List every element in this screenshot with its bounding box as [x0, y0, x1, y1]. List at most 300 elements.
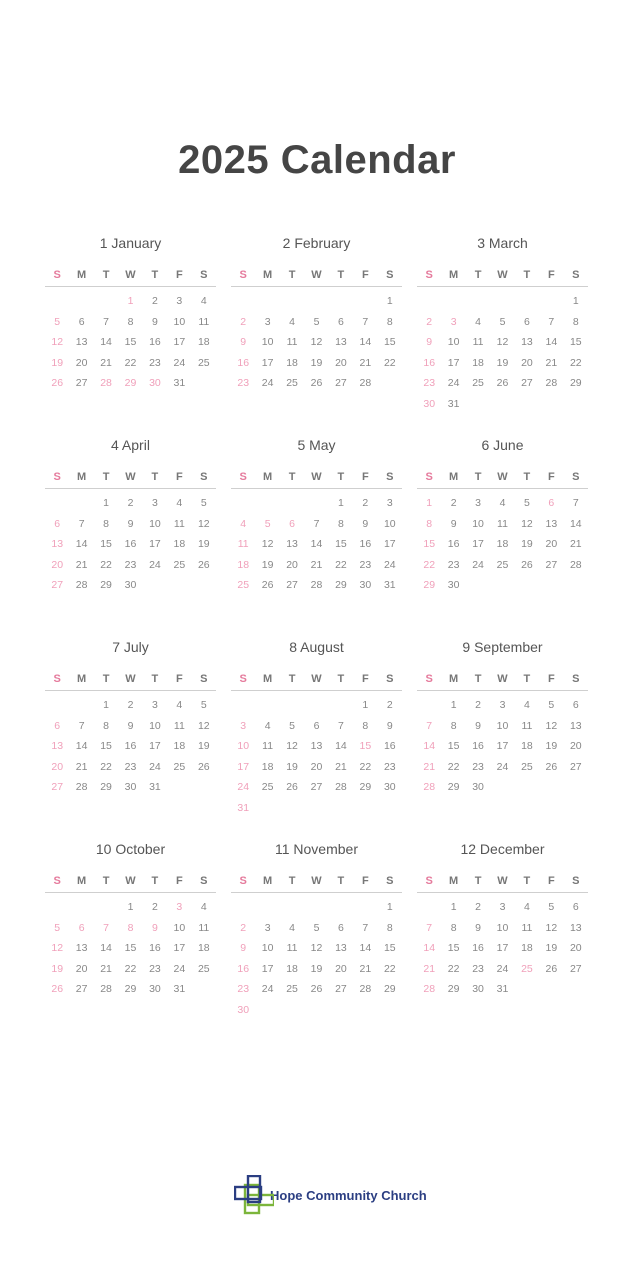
- weekday-label: W: [125, 269, 136, 281]
- day-cell: 15: [335, 538, 347, 550]
- day-cell: 31: [447, 397, 460, 410]
- weekday-label: T: [151, 471, 159, 483]
- day-cell: 23: [359, 558, 372, 571]
- weekday-label: T: [102, 269, 110, 281]
- day-cell: 5: [54, 921, 61, 934]
- page-title: 2025 Calendar: [178, 138, 456, 182]
- weekday-label: S: [53, 875, 61, 887]
- weekday-header: [45, 870, 216, 893]
- day-cell: 30: [124, 579, 137, 591]
- day-cell: 13: [75, 336, 88, 348]
- empty-cell: [231, 897, 255, 918]
- day-cell: 30: [383, 781, 396, 793]
- day-cell: 3: [176, 901, 183, 913]
- day-cell: 29: [447, 983, 460, 995]
- weekday-label: F: [547, 673, 555, 685]
- day-cell: 18: [472, 356, 484, 369]
- weekday-label: S: [572, 269, 580, 281]
- day-cell: 27: [51, 781, 64, 793]
- empty-cell: [94, 291, 118, 312]
- day-cell: 8: [572, 315, 579, 328]
- day-cell: 3: [450, 315, 457, 328]
- day-cell: 19: [521, 538, 533, 550]
- day-cell: 22: [124, 962, 137, 975]
- day-cell: 20: [75, 962, 88, 975]
- day-cell: 9: [362, 517, 369, 530]
- day-cell: 11: [173, 517, 185, 530]
- day-cell: 24: [447, 377, 460, 389]
- day-cell: 25: [261, 781, 274, 793]
- day-cell: 8: [386, 921, 393, 934]
- day-cell: 2: [426, 315, 433, 328]
- day-cell: 3: [264, 921, 271, 934]
- day-cell: 26: [310, 377, 323, 389]
- weekday-label: S: [239, 269, 247, 281]
- day-cell: 31: [173, 377, 186, 389]
- day-cell: 11: [198, 921, 210, 934]
- day-cell: 24: [149, 558, 161, 571]
- weekday-label: F: [361, 269, 369, 281]
- day-cell: 3: [152, 699, 158, 711]
- weekday-label: S: [200, 875, 208, 887]
- day-cell: 16: [423, 356, 436, 369]
- month-title: 3 March: [477, 235, 528, 251]
- weekday-header: [231, 264, 402, 287]
- day-cell: 21: [335, 760, 347, 773]
- day-cell: 19: [286, 760, 298, 773]
- days-grid: [231, 287, 402, 394]
- day-cell: 10: [472, 517, 484, 530]
- day-cell: 8: [103, 719, 109, 732]
- day-cell: 9: [152, 315, 158, 328]
- day-cell: 30: [359, 579, 372, 591]
- day-cell: 26: [545, 962, 558, 975]
- day-cell: 23: [423, 377, 436, 389]
- day-cell: 11: [472, 336, 484, 348]
- days-grid: [231, 691, 402, 818]
- day-cell: 27: [310, 781, 323, 793]
- day-cell: 15: [447, 740, 460, 752]
- day-cell: 5: [200, 497, 207, 509]
- day-cell: 21: [310, 558, 323, 571]
- day-cell: 6: [338, 315, 344, 328]
- days-grid: [231, 489, 402, 596]
- weekday-label: F: [361, 673, 369, 685]
- weekday-label: T: [151, 875, 159, 887]
- weekday-header: [417, 668, 588, 691]
- day-cell: 3: [499, 699, 506, 711]
- day-cell: 1: [386, 295, 393, 307]
- day-cell: 7: [548, 315, 555, 328]
- day-cell: 18: [173, 538, 186, 550]
- day-cell: 13: [51, 740, 64, 752]
- day-cell: 27: [545, 558, 558, 571]
- month-7: [45, 636, 216, 838]
- day-cell: 2: [362, 497, 369, 509]
- day-cell: 24: [173, 356, 186, 369]
- empty-cell: [45, 695, 69, 716]
- day-cell: 25: [237, 579, 250, 591]
- day-cell: 26: [496, 377, 509, 389]
- day-cell: 21: [423, 760, 436, 773]
- day-cell: 13: [286, 538, 298, 550]
- day-cell: 14: [100, 942, 112, 954]
- weekday-label: S: [200, 471, 208, 483]
- day-cell: 9: [127, 719, 134, 732]
- day-cell: 22: [124, 356, 137, 369]
- day-cell: 22: [383, 962, 396, 975]
- day-cell: 29: [100, 781, 112, 793]
- days-grid: [45, 287, 216, 394]
- day-cell: 12: [496, 336, 509, 348]
- day-cell: 28: [569, 558, 582, 571]
- day-cell: 18: [286, 356, 298, 369]
- day-cell: 10: [173, 315, 186, 328]
- day-cell: 7: [426, 921, 433, 934]
- weekday-label: T: [102, 471, 110, 483]
- day-cell: 1: [362, 699, 369, 711]
- weekday-label: S: [239, 673, 247, 685]
- weekday-label: S: [239, 471, 247, 483]
- empty-cell: [304, 695, 328, 716]
- day-cell: 15: [100, 740, 112, 752]
- day-cell: 31: [496, 983, 509, 995]
- month-title: 8 August: [289, 639, 344, 655]
- day-cell: 21: [423, 962, 436, 975]
- day-cell: 21: [100, 356, 112, 369]
- day-cell: 12: [197, 517, 210, 530]
- day-cell: 7: [78, 517, 85, 530]
- weekday-label: T: [474, 875, 482, 887]
- weekday-label: S: [425, 673, 433, 685]
- empty-cell: [329, 291, 353, 312]
- day-cell: 26: [261, 579, 274, 591]
- weekday-label: T: [288, 269, 296, 281]
- day-cell: 12: [197, 719, 210, 732]
- weekday-label: T: [523, 269, 531, 281]
- day-cell: 3: [152, 497, 158, 509]
- day-cell: 5: [548, 699, 555, 711]
- day-cell: 4: [200, 295, 207, 307]
- day-cell: 26: [310, 983, 323, 995]
- day-cell: 25: [173, 760, 186, 773]
- day-cell: 6: [78, 921, 85, 934]
- day-cell: 20: [335, 356, 347, 369]
- day-cell: 29: [447, 781, 460, 793]
- day-cell: 25: [472, 377, 484, 389]
- day-cell: 29: [569, 377, 582, 389]
- weekday-label: T: [102, 875, 110, 887]
- day-cell: 23: [124, 558, 137, 571]
- month-title: 11 November: [274, 841, 358, 857]
- day-cell: 27: [521, 377, 533, 389]
- day-cell: 27: [335, 377, 347, 389]
- day-cell: 10: [496, 921, 509, 934]
- day-cell: 16: [149, 942, 161, 954]
- weekday-label: S: [386, 269, 394, 281]
- day-cell: 17: [149, 740, 161, 752]
- day-cell: 22: [383, 356, 396, 369]
- day-cell: 10: [261, 942, 274, 954]
- empty-cell: [69, 695, 93, 716]
- day-cell: 6: [313, 719, 320, 732]
- weekday-label: T: [288, 875, 296, 887]
- day-cell: 11: [521, 921, 533, 934]
- day-cell: 29: [359, 781, 372, 793]
- day-cell: 4: [176, 699, 183, 711]
- month-title: 6 June: [481, 437, 524, 453]
- day-cell: 5: [264, 517, 271, 530]
- empty-cell: [231, 695, 255, 716]
- empty-cell: [417, 897, 441, 918]
- day-cell: 9: [127, 517, 134, 530]
- weekday-label: T: [523, 673, 531, 685]
- day-cell: 16: [359, 538, 372, 550]
- day-cell: 25: [286, 983, 298, 995]
- day-cell: 6: [524, 315, 530, 328]
- day-cell: 8: [362, 719, 369, 732]
- weekday-label: S: [386, 673, 394, 685]
- day-cell: 26: [51, 377, 64, 389]
- weekday-label: T: [288, 673, 296, 685]
- day-cell: 7: [78, 719, 85, 732]
- weekday-label: T: [474, 673, 482, 685]
- day-cell: 28: [545, 377, 558, 389]
- weekday-label: M: [449, 673, 459, 685]
- day-cell: 22: [447, 760, 460, 773]
- day-cell: 5: [313, 921, 320, 934]
- day-cell: 2: [127, 699, 134, 711]
- weekday-label: S: [572, 673, 580, 685]
- day-cell: 15: [100, 538, 112, 550]
- day-cell: 12: [545, 921, 558, 934]
- empty-cell: [417, 291, 441, 312]
- day-cell: 23: [472, 962, 484, 975]
- day-cell: 9: [152, 921, 158, 934]
- day-cell: 16: [383, 740, 396, 752]
- day-cell: 24: [173, 962, 186, 975]
- day-cell: 18: [521, 942, 533, 954]
- day-cell: 17: [472, 538, 484, 550]
- empty-cell: [515, 291, 539, 312]
- day-cell: 27: [286, 579, 298, 591]
- empty-cell: [231, 493, 255, 514]
- empty-cell: [69, 291, 93, 312]
- weekday-label: M: [77, 673, 87, 685]
- weekday-header: [417, 264, 588, 287]
- day-cell: 7: [103, 315, 109, 328]
- day-cell: 5: [54, 315, 61, 328]
- day-cell: 24: [237, 781, 250, 793]
- weekday-label: S: [200, 673, 208, 685]
- month-title: 7 July: [112, 639, 149, 655]
- day-cell: 24: [261, 377, 274, 389]
- day-cell: 14: [310, 538, 323, 550]
- day-cell: 3: [499, 901, 506, 913]
- day-cell: 3: [475, 497, 481, 509]
- weekday-label: M: [263, 471, 273, 483]
- day-cell: 16: [124, 538, 137, 550]
- day-cell: 23: [383, 760, 396, 773]
- day-cell: 30: [124, 781, 137, 793]
- weekday-label: W: [311, 875, 322, 887]
- day-cell: 13: [521, 336, 533, 348]
- day-cell: 8: [127, 921, 134, 934]
- day-cell: 21: [545, 356, 558, 369]
- day-cell: 30: [423, 397, 436, 410]
- day-cell: 20: [521, 356, 533, 369]
- weekday-label: F: [547, 471, 555, 483]
- day-cell: 31: [237, 801, 250, 814]
- day-cell: 8: [386, 315, 393, 328]
- month-title: 9 September: [462, 639, 543, 655]
- empty-cell: [490, 291, 514, 312]
- day-cell: 24: [149, 760, 161, 773]
- day-cell: 25: [521, 962, 533, 975]
- day-cell: 6: [54, 517, 61, 530]
- day-cell: 16: [149, 336, 161, 348]
- weekday-label: T: [523, 875, 531, 887]
- empty-cell: [353, 291, 377, 312]
- day-cell: 27: [569, 962, 582, 975]
- days-grid: [417, 893, 588, 1000]
- day-cell: 1: [103, 699, 109, 711]
- day-cell: 18: [173, 740, 186, 752]
- month-10: [45, 838, 216, 1040]
- empty-cell: [94, 897, 118, 918]
- day-cell: 15: [423, 538, 436, 550]
- day-cell: 30: [447, 579, 460, 591]
- weekday-label: F: [547, 269, 555, 281]
- weekday-label: T: [151, 673, 159, 685]
- weekday-label: F: [547, 875, 555, 887]
- day-cell: 9: [475, 719, 481, 732]
- day-cell: 6: [338, 921, 344, 934]
- day-cell: 20: [335, 962, 347, 975]
- empty-cell: [417, 695, 441, 716]
- day-cell: 28: [75, 781, 88, 793]
- day-cell: 11: [286, 336, 298, 348]
- day-cell: 14: [545, 336, 558, 348]
- day-cell: 9: [240, 942, 247, 954]
- empty-cell: [466, 291, 490, 312]
- day-cell: 30: [149, 983, 161, 995]
- day-cell: 25: [496, 558, 509, 571]
- weekday-label: S: [53, 269, 61, 281]
- day-cell: 17: [173, 942, 186, 954]
- day-cell: 25: [197, 356, 210, 369]
- day-cell: 10: [261, 336, 274, 348]
- day-cell: 23: [237, 983, 250, 995]
- day-cell: 4: [524, 901, 530, 913]
- day-cell: 6: [548, 497, 555, 509]
- weekday-label: F: [175, 875, 183, 887]
- day-cell: 20: [310, 760, 323, 773]
- day-cell: 19: [197, 740, 210, 752]
- weekday-label: T: [337, 269, 345, 281]
- empty-cell: [69, 897, 93, 918]
- day-cell: 28: [100, 983, 112, 995]
- day-cell: 28: [100, 377, 112, 389]
- day-cell: 23: [472, 760, 484, 773]
- day-cell: 20: [545, 538, 558, 550]
- day-cell: 22: [569, 356, 582, 369]
- empty-cell: [280, 897, 304, 918]
- weekday-label: S: [386, 471, 394, 483]
- weekday-label: T: [474, 269, 482, 281]
- day-cell: 4: [524, 699, 530, 711]
- weekday-label: T: [474, 471, 482, 483]
- day-cell: 12: [310, 336, 323, 348]
- month-5: [231, 434, 402, 636]
- day-cell: 18: [521, 740, 533, 752]
- day-cell: 16: [447, 538, 460, 550]
- day-cell: 5: [289, 719, 295, 732]
- day-cell: 12: [545, 719, 558, 732]
- day-cell: 2: [386, 699, 393, 711]
- cross-logo-icon: [234, 1175, 274, 1215]
- day-cell: 7: [572, 497, 579, 509]
- weekday-header: [417, 466, 588, 489]
- day-cell: 19: [310, 356, 323, 369]
- weekday-label: F: [361, 875, 369, 887]
- weekday-label: S: [53, 471, 61, 483]
- day-cell: 11: [497, 517, 508, 530]
- months-grid: [45, 232, 589, 1040]
- weekday-label: S: [53, 673, 61, 685]
- day-cell: 28: [423, 781, 436, 793]
- day-cell: 1: [450, 901, 457, 913]
- day-cell: 19: [51, 356, 64, 369]
- day-cell: 23: [149, 962, 161, 975]
- day-cell: 19: [545, 740, 558, 752]
- empty-cell: [231, 291, 255, 312]
- day-cell: 8: [450, 921, 457, 934]
- day-cell: 13: [545, 517, 558, 530]
- weekday-header: [417, 870, 588, 893]
- day-cell: 12: [521, 517, 533, 530]
- day-cell: 7: [362, 921, 369, 934]
- weekday-label: T: [337, 673, 345, 685]
- month-3: [417, 232, 588, 434]
- day-cell: 2: [450, 497, 457, 509]
- weekday-label: S: [572, 875, 580, 887]
- day-cell: 13: [335, 942, 347, 954]
- day-cell: 18: [197, 336, 210, 348]
- day-cell: 12: [261, 538, 274, 550]
- empty-cell: [280, 493, 304, 514]
- month-title: 10 October: [95, 841, 166, 857]
- empty-cell: [441, 291, 465, 312]
- day-cell: 6: [54, 719, 61, 732]
- month-4: [45, 434, 216, 636]
- weekday-label: T: [337, 875, 345, 887]
- day-cell: 5: [313, 315, 320, 328]
- day-cell: 4: [240, 517, 247, 530]
- day-cell: 28: [75, 579, 88, 591]
- day-cell: 31: [173, 983, 186, 995]
- month-11: [231, 838, 402, 1040]
- day-cell: 24: [496, 962, 509, 975]
- day-cell: 29: [423, 579, 436, 591]
- day-cell: 3: [386, 497, 393, 509]
- day-cell: 1: [127, 295, 134, 307]
- weekday-label: W: [125, 875, 136, 887]
- weekday-label: F: [175, 471, 183, 483]
- day-cell: 14: [423, 942, 436, 954]
- day-cell: 16: [472, 942, 484, 954]
- day-cell: 17: [261, 962, 274, 975]
